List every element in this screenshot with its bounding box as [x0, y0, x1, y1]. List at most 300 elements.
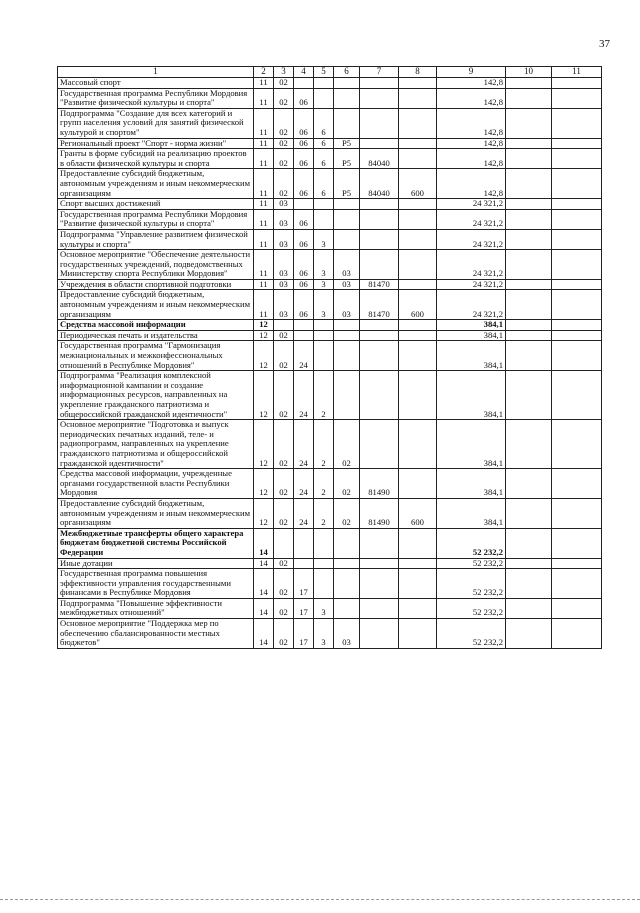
code-cell-c5: 6	[314, 108, 334, 138]
empty-cell-c10	[506, 250, 552, 280]
code-cell-c6	[334, 78, 360, 89]
code-cell-c8	[399, 320, 437, 331]
table-row	[58, 88, 602, 108]
code-cell-c3	[274, 320, 294, 331]
empty-cell-c10	[506, 169, 552, 199]
code-cell-c4: 06	[294, 279, 314, 290]
code-cell-c4: 06	[294, 138, 314, 149]
code-cell-c4: 17	[294, 569, 314, 599]
code-cell-c5: 3	[314, 279, 334, 290]
code-cell-c5	[314, 320, 334, 331]
row-name-cell: Подпрограмма "Повышение эффективности межбюджетных отношений"	[58, 598, 254, 618]
empty-cell-c10	[506, 78, 552, 89]
table-row	[58, 569, 602, 599]
code-cell-c2: 11	[254, 108, 274, 138]
code-cell-c8	[399, 528, 437, 558]
code-cell-c6	[334, 528, 360, 558]
code-cell-c8	[399, 108, 437, 138]
amount-cell: 384,1	[437, 420, 506, 469]
empty-cell-c11	[552, 290, 602, 320]
row-name-cell: Подпрограмма "Реализация комплексной информационной кампании и создание информационных ресурсов, направленных на укрепление гражданского патриотизма и общероссийской гражданской идентичности"	[58, 371, 254, 420]
row-name-cell: Межбюджетные трансферты общего характера бюджетам бюджетной системы Российской Федерации	[58, 528, 254, 558]
empty-cell-c11	[552, 78, 602, 89]
table-row	[58, 528, 602, 558]
empty-cell-c10	[506, 619, 552, 649]
code-cell-c8	[399, 78, 437, 89]
code-cell-c5: 6	[314, 169, 334, 199]
empty-cell-c11	[552, 250, 602, 280]
table-row	[58, 279, 602, 290]
amount-cell: 52 232,2	[437, 619, 506, 649]
empty-cell-c11	[552, 469, 602, 499]
code-cell-c3: 03	[274, 209, 294, 229]
code-cell-c8	[399, 341, 437, 371]
table-row	[58, 169, 602, 199]
code-cell-c3: 02	[274, 598, 294, 618]
row-name-cell: Государственная программа повышения эффективности управления государственными финансами в Республике Мордовия	[58, 569, 254, 599]
empty-cell-c10	[506, 108, 552, 138]
table-row	[58, 619, 602, 649]
code-cell-c3: 02	[274, 498, 294, 528]
row-name-cell: Государственная программа "Гармонизация межнациональных и межконфессиональных отношений в Республике Мордовия"	[58, 341, 254, 371]
code-cell-c8	[399, 229, 437, 249]
code-cell-c6	[334, 108, 360, 138]
code-cell-c3: 02	[274, 558, 294, 569]
code-cell-c7	[360, 371, 399, 420]
code-cell-c7	[360, 78, 399, 89]
empty-cell-c11	[552, 371, 602, 420]
code-cell-c5	[314, 528, 334, 558]
empty-cell-c10	[506, 88, 552, 108]
amount-cell: 52 232,2	[437, 569, 506, 599]
code-cell-c7: 84040	[360, 149, 399, 169]
row-name-cell: Гранты в форме субсидий на реализацию проектов в области физической культуры и спорта	[58, 149, 254, 169]
code-cell-c7: 81470	[360, 290, 399, 320]
empty-cell-c11	[552, 528, 602, 558]
code-cell-c4	[294, 199, 314, 210]
row-name-cell: Государственная программа Республики Мордовия "Развитие физической культуры и спорта"	[58, 209, 254, 229]
empty-cell-c10	[506, 469, 552, 499]
code-cell-c8	[399, 469, 437, 499]
row-name-cell: Средства массовой информации	[58, 320, 254, 331]
amount-cell: 24 321,2	[437, 279, 506, 290]
code-cell-c2: 11	[254, 290, 274, 320]
amount-cell: 24 321,2	[437, 250, 506, 280]
code-cell-c3: 02	[274, 149, 294, 169]
empty-cell-c11	[552, 209, 602, 229]
empty-cell-c11	[552, 88, 602, 108]
code-cell-c5	[314, 199, 334, 210]
empty-cell-c11	[552, 138, 602, 149]
code-cell-c5: 3	[314, 229, 334, 249]
column-header-11: 11	[552, 67, 602, 78]
code-cell-c7	[360, 229, 399, 249]
code-cell-c7	[360, 619, 399, 649]
empty-cell-c11	[552, 420, 602, 469]
code-cell-c2: 12	[254, 469, 274, 499]
amount-cell: 384,1	[437, 469, 506, 499]
empty-cell-c11	[552, 320, 602, 331]
code-cell-c3: 02	[274, 108, 294, 138]
amount-cell: 384,1	[437, 330, 506, 341]
code-cell-c3: 03	[274, 199, 294, 210]
code-cell-c8	[399, 569, 437, 599]
table-row	[58, 371, 602, 420]
code-cell-c6: 02	[334, 498, 360, 528]
code-cell-c4: 06	[294, 290, 314, 320]
table-row	[58, 199, 602, 210]
empty-cell-c11	[552, 569, 602, 599]
column-header-4: 4	[294, 67, 314, 78]
code-cell-c7	[360, 250, 399, 280]
code-cell-c7: 84040	[360, 169, 399, 199]
code-cell-c4: 24	[294, 420, 314, 469]
code-cell-c8	[399, 279, 437, 290]
code-cell-c7	[360, 420, 399, 469]
code-cell-c2: 11	[254, 250, 274, 280]
table-row	[58, 420, 602, 469]
amount-cell: 142,8	[437, 169, 506, 199]
code-cell-c3: 02	[274, 371, 294, 420]
empty-cell-c11	[552, 229, 602, 249]
empty-cell-c11	[552, 149, 602, 169]
code-cell-c8	[399, 199, 437, 210]
column-header-5: 5	[314, 67, 334, 78]
amount-cell: 142,8	[437, 78, 506, 89]
column-header-1: 1	[58, 67, 254, 78]
table-row	[58, 341, 602, 371]
code-cell-c3: 02	[274, 78, 294, 89]
code-cell-c8	[399, 598, 437, 618]
row-name-cell: Основное мероприятие "Поддержка мер по обеспечению сбалансированности местных бюджетов"	[58, 619, 254, 649]
code-cell-c5: 2	[314, 469, 334, 499]
code-cell-c6	[334, 341, 360, 371]
amount-cell: 52 232,2	[437, 558, 506, 569]
table-row	[58, 558, 602, 569]
row-name-cell: Средства массовой информации, учрежденные органами государственной власти Республики Мордовия	[58, 469, 254, 499]
table-row	[58, 498, 602, 528]
table-row	[58, 290, 602, 320]
amount-cell: 24 321,2	[437, 199, 506, 210]
code-cell-c4: 17	[294, 598, 314, 618]
amount-cell: 384,1	[437, 320, 506, 331]
code-cell-c4	[294, 78, 314, 89]
code-cell-c3: 03	[274, 250, 294, 280]
code-cell-c7	[360, 138, 399, 149]
code-cell-c8: 600	[399, 169, 437, 199]
amount-cell: 24 321,2	[437, 290, 506, 320]
table-row	[58, 598, 602, 618]
code-cell-c6: P5	[334, 149, 360, 169]
column-header-8: 8	[399, 67, 437, 78]
empty-cell-c10	[506, 290, 552, 320]
code-cell-c5	[314, 341, 334, 371]
code-cell-c5: 3	[314, 619, 334, 649]
code-cell-c6	[334, 199, 360, 210]
code-cell-c7	[360, 558, 399, 569]
code-cell-c6	[334, 569, 360, 599]
row-name-cell: Предоставление субсидий бюджетным, автономным учреждениям и иным некоммерческим организациям	[58, 169, 254, 199]
code-cell-c5: 3	[314, 290, 334, 320]
code-cell-c7	[360, 330, 399, 341]
code-cell-c5	[314, 558, 334, 569]
code-cell-c4: 06	[294, 108, 314, 138]
code-cell-c2: 12	[254, 371, 274, 420]
code-cell-c4: 24	[294, 371, 314, 420]
empty-cell-c10	[506, 209, 552, 229]
code-cell-c2: 14	[254, 569, 274, 599]
code-cell-c2: 12	[254, 330, 274, 341]
code-cell-c3: 03	[274, 229, 294, 249]
code-cell-c3: 03	[274, 279, 294, 290]
code-cell-c6	[334, 88, 360, 108]
page-number: 37	[599, 38, 610, 50]
code-cell-c3: 02	[274, 169, 294, 199]
code-cell-c8	[399, 330, 437, 341]
code-cell-c6: P5	[334, 138, 360, 149]
code-cell-c2: 11	[254, 229, 274, 249]
code-cell-c3: 02	[274, 420, 294, 469]
code-cell-c4: 06	[294, 209, 314, 229]
code-cell-c7	[360, 341, 399, 371]
table-header-row	[58, 67, 602, 78]
code-cell-c6	[334, 371, 360, 420]
code-cell-c3: 02	[274, 88, 294, 108]
row-name-cell: Основное мероприятие "Подготовка и выпуск периодических печатных изданий, теле- и радиопрограмм, направленных на укрепление гражданского патриотизма и общероссийской гражданской идентичности"	[58, 420, 254, 469]
code-cell-c5: 3	[314, 598, 334, 618]
code-cell-c4: 24	[294, 498, 314, 528]
code-cell-c7: 81490	[360, 498, 399, 528]
code-cell-c5: 6	[314, 149, 334, 169]
empty-cell-c10	[506, 569, 552, 599]
amount-cell: 24 321,2	[437, 229, 506, 249]
code-cell-c6: 02	[334, 469, 360, 499]
column-header-2: 2	[254, 67, 274, 78]
code-cell-c7	[360, 108, 399, 138]
amount-cell: 142,8	[437, 88, 506, 108]
row-name-cell: Основное мероприятие "Обеспечение деятельности государственных учреждений, подведомственных Министерству спорта Республики Мордовия"	[58, 250, 254, 280]
table-body	[58, 78, 602, 649]
code-cell-c7	[360, 528, 399, 558]
table-row	[58, 250, 602, 280]
table-row	[58, 138, 602, 149]
code-cell-c7	[360, 569, 399, 599]
code-cell-c3: 02	[274, 469, 294, 499]
code-cell-c5: 2	[314, 371, 334, 420]
empty-cell-c11	[552, 279, 602, 290]
code-cell-c8	[399, 558, 437, 569]
code-cell-c8	[399, 420, 437, 469]
code-cell-c2: 11	[254, 199, 274, 210]
empty-cell-c10	[506, 371, 552, 420]
code-cell-c8	[399, 209, 437, 229]
code-cell-c2: 11	[254, 149, 274, 169]
code-cell-c5: 6	[314, 138, 334, 149]
code-cell-c8: 600	[399, 290, 437, 320]
amount-cell: 142,8	[437, 149, 506, 169]
code-cell-c8	[399, 149, 437, 169]
table-row	[58, 209, 602, 229]
code-cell-c2: 11	[254, 78, 274, 89]
code-cell-c3: 02	[274, 619, 294, 649]
code-cell-c3: 02	[274, 569, 294, 599]
code-cell-c5	[314, 209, 334, 229]
code-cell-c6	[334, 330, 360, 341]
code-cell-c5	[314, 78, 334, 89]
code-cell-c5	[314, 569, 334, 599]
code-cell-c6	[334, 229, 360, 249]
empty-cell-c10	[506, 149, 552, 169]
empty-cell-c10	[506, 199, 552, 210]
empty-cell-c11	[552, 619, 602, 649]
code-cell-c5: 2	[314, 420, 334, 469]
row-name-cell: Подпрограмма "Управление развитием физической культуры и спорта"	[58, 229, 254, 249]
code-cell-c6: P5	[334, 169, 360, 199]
row-name-cell: Предоставление субсидий бюджетным, автономным учреждениям и иным некоммерческим организациям	[58, 498, 254, 528]
code-cell-c6	[334, 320, 360, 331]
empty-cell-c10	[506, 558, 552, 569]
code-cell-c7: 81490	[360, 469, 399, 499]
code-cell-c4: 06	[294, 229, 314, 249]
code-cell-c4	[294, 528, 314, 558]
code-cell-c2: 14	[254, 598, 274, 618]
code-cell-c6	[334, 209, 360, 229]
code-cell-c2: 12	[254, 320, 274, 331]
empty-cell-c11	[552, 108, 602, 138]
empty-cell-c10	[506, 341, 552, 371]
code-cell-c5	[314, 330, 334, 341]
code-cell-c8	[399, 138, 437, 149]
code-cell-c2: 14	[254, 619, 274, 649]
code-cell-c7	[360, 88, 399, 108]
code-cell-c2: 11	[254, 209, 274, 229]
row-name-cell: Предоставление субсидий бюджетным, автономным учреждениям и иным некоммерческим организациям	[58, 290, 254, 320]
empty-cell-c10	[506, 420, 552, 469]
row-name-cell: Массовый спорт	[58, 78, 254, 89]
table-row	[58, 229, 602, 249]
empty-cell-c10	[506, 279, 552, 290]
amount-cell: 52 232,2	[437, 598, 506, 618]
code-cell-c7: 81470	[360, 279, 399, 290]
amount-cell: 52 232,2	[437, 528, 506, 558]
code-cell-c5: 3	[314, 250, 334, 280]
empty-cell-c10	[506, 498, 552, 528]
table-row	[58, 108, 602, 138]
page-bottom-edge	[0, 899, 640, 901]
row-name-cell: Периодическая печать и издательства	[58, 330, 254, 341]
row-name-cell: Учреждения в области спортивной подготовки	[58, 279, 254, 290]
row-name-cell: Государственная программа Республики Мордовия "Развитие физической культуры и спорта"	[58, 88, 254, 108]
column-header-6: 6	[334, 67, 360, 78]
code-cell-c6: 03	[334, 619, 360, 649]
code-cell-c7	[360, 320, 399, 331]
code-cell-c6: 02	[334, 420, 360, 469]
empty-cell-c10	[506, 229, 552, 249]
row-name-cell: Иные дотации	[58, 558, 254, 569]
row-name-cell: Региональный проект "Спорт - норма жизни"	[58, 138, 254, 149]
table-row	[58, 149, 602, 169]
code-cell-c4	[294, 558, 314, 569]
empty-cell-c10	[506, 598, 552, 618]
empty-cell-c11	[552, 199, 602, 210]
amount-cell: 24 321,2	[437, 209, 506, 229]
code-cell-c7	[360, 199, 399, 210]
column-header-7: 7	[360, 67, 399, 78]
code-cell-c4: 17	[294, 619, 314, 649]
code-cell-c8: 600	[399, 498, 437, 528]
table-row	[58, 330, 602, 341]
column-header-10: 10	[506, 67, 552, 78]
empty-cell-c10	[506, 138, 552, 149]
code-cell-c3	[274, 528, 294, 558]
amount-cell: 384,1	[437, 371, 506, 420]
code-cell-c4: 06	[294, 169, 314, 199]
code-cell-c6: 03	[334, 279, 360, 290]
budget-table	[57, 66, 602, 649]
code-cell-c2: 12	[254, 420, 274, 469]
code-cell-c2: 11	[254, 88, 274, 108]
code-cell-c4	[294, 320, 314, 331]
code-cell-c4: 06	[294, 250, 314, 280]
code-cell-c2: 11	[254, 169, 274, 199]
table-row	[58, 469, 602, 499]
code-cell-c2: 11	[254, 279, 274, 290]
code-cell-c3: 02	[274, 341, 294, 371]
empty-cell-c10	[506, 330, 552, 341]
code-cell-c6	[334, 558, 360, 569]
code-cell-c3: 03	[274, 290, 294, 320]
empty-cell-c11	[552, 558, 602, 569]
empty-cell-c11	[552, 498, 602, 528]
code-cell-c4: 06	[294, 149, 314, 169]
code-cell-c5: 2	[314, 498, 334, 528]
column-header-3: 3	[274, 67, 294, 78]
row-name-cell: Спорт высших достижений	[58, 199, 254, 210]
amount-cell: 384,1	[437, 341, 506, 371]
empty-cell-c11	[552, 598, 602, 618]
code-cell-c3: 02	[274, 138, 294, 149]
empty-cell-c11	[552, 169, 602, 199]
empty-cell-c11	[552, 330, 602, 341]
empty-cell-c10	[506, 528, 552, 558]
code-cell-c2: 14	[254, 528, 274, 558]
code-cell-c8	[399, 250, 437, 280]
code-cell-c4: 24	[294, 341, 314, 371]
code-cell-c3: 02	[274, 330, 294, 341]
code-cell-c6	[334, 598, 360, 618]
code-cell-c2: 14	[254, 558, 274, 569]
code-cell-c4	[294, 330, 314, 341]
code-cell-c7	[360, 209, 399, 229]
code-cell-c2: 12	[254, 341, 274, 371]
amount-cell: 384,1	[437, 498, 506, 528]
code-cell-c8	[399, 619, 437, 649]
code-cell-c7	[360, 598, 399, 618]
code-cell-c6: 03	[334, 250, 360, 280]
code-cell-c4: 06	[294, 88, 314, 108]
code-cell-c8	[399, 88, 437, 108]
code-cell-c8	[399, 371, 437, 420]
row-name-cell: Подпрограмма "Создание для всех категорий и групп населения условий для занятий физической культурой и спортом"	[58, 108, 254, 138]
empty-cell-c10	[506, 320, 552, 331]
amount-cell: 142,8	[437, 108, 506, 138]
column-header-9: 9	[437, 67, 506, 78]
code-cell-c6: 03	[334, 290, 360, 320]
code-cell-c5	[314, 88, 334, 108]
code-cell-c4: 24	[294, 469, 314, 499]
code-cell-c2: 12	[254, 498, 274, 528]
code-cell-c2: 11	[254, 138, 274, 149]
